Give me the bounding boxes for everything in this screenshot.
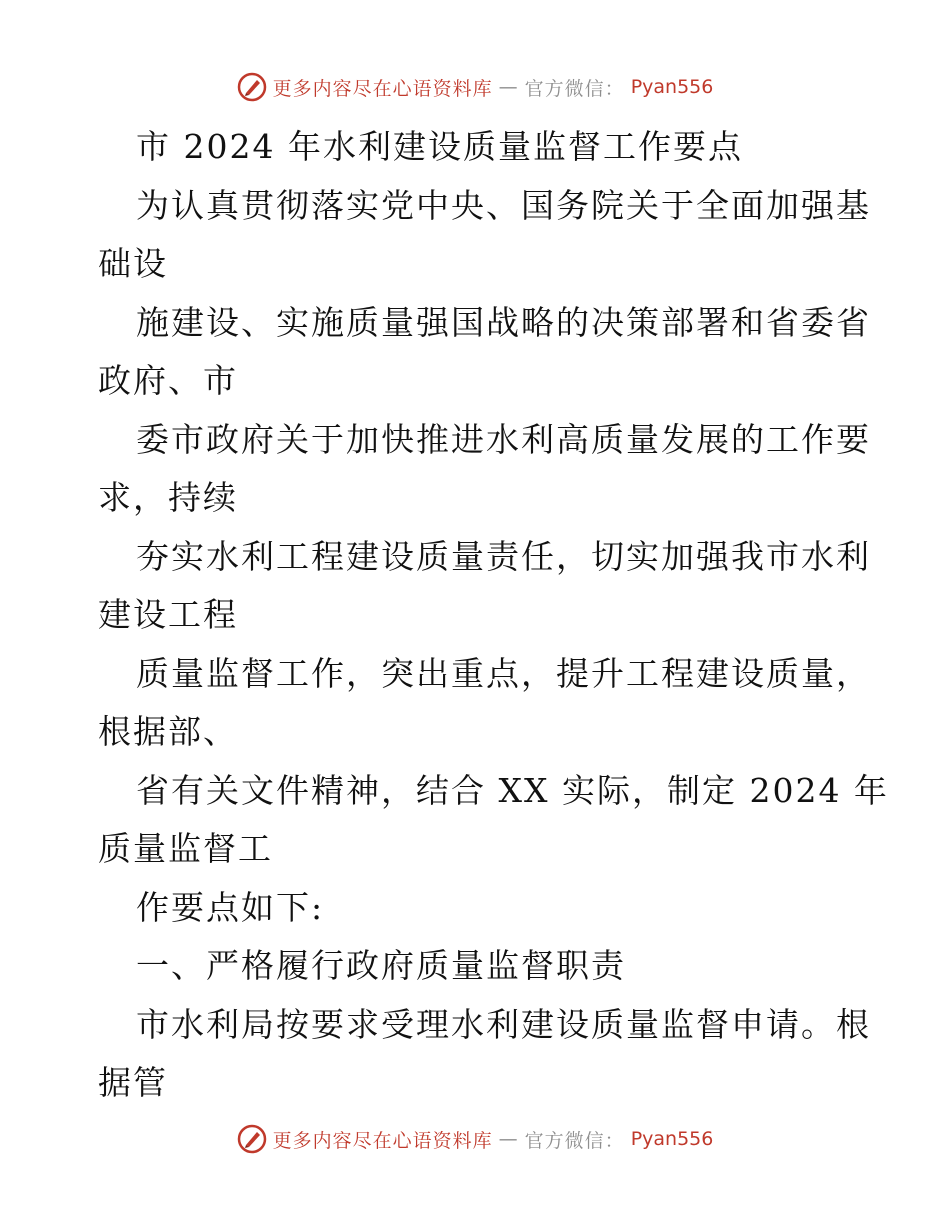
watermark-account: Pyan556	[630, 76, 714, 98]
watermark-main-text: 更多内容尽在心语资料库	[272, 77, 493, 100]
document-line: 政府、市	[98, 361, 238, 400]
watermark-main-text: 更多内容尽在心语资料库	[272, 1129, 493, 1152]
document-line: 建设工程	[98, 595, 238, 634]
pen-logo-icon	[237, 72, 267, 102]
watermark-account: Pyan556	[630, 1128, 714, 1150]
header-watermark	[0, 72, 950, 102]
document-line: 施建设、实施质量强国战略的决策部署和省委省	[136, 302, 871, 342]
document-line: 根据部、	[98, 712, 238, 751]
pen-logo-icon	[237, 1124, 267, 1154]
watermark-official-label: 官方微信：	[524, 1129, 625, 1152]
document-line: 市 2024 年水利建设质量监督工作要点	[136, 127, 743, 166]
document-body	[98, 118, 889, 1113]
document-line: 础设	[98, 244, 168, 283]
document-line: 为认真贯彻落实党中央、国务院关于全面加强基	[136, 185, 871, 225]
document-line: 夯实水利工程建设质量责任，切实加强我市水利	[136, 536, 871, 576]
document-line: 据管	[98, 1063, 168, 1102]
document-line: 作要点如下:	[136, 887, 325, 927]
document-line: 一、严格履行政府质量监督职责	[136, 946, 626, 985]
document-line: 求，持续	[98, 478, 238, 517]
document-line: 省有关文件精神，结合 XX 实际，制定 2024 年	[136, 770, 889, 810]
watermark-dash: —	[498, 1128, 519, 1150]
watermark-official-label: 官方微信：	[524, 77, 625, 100]
document-line: 质量监督工	[98, 829, 273, 868]
document-line: 委市政府关于加快推进水利高质量发展的工作要	[136, 419, 871, 459]
document-line: 市水利局按要求受理水利建设质量监督申请。根	[136, 1004, 871, 1044]
document-line: 质量监督工作，突出重点，提升工程建设质量，	[136, 653, 871, 693]
footer-watermark	[0, 1124, 950, 1154]
watermark-dash: —	[498, 76, 519, 98]
